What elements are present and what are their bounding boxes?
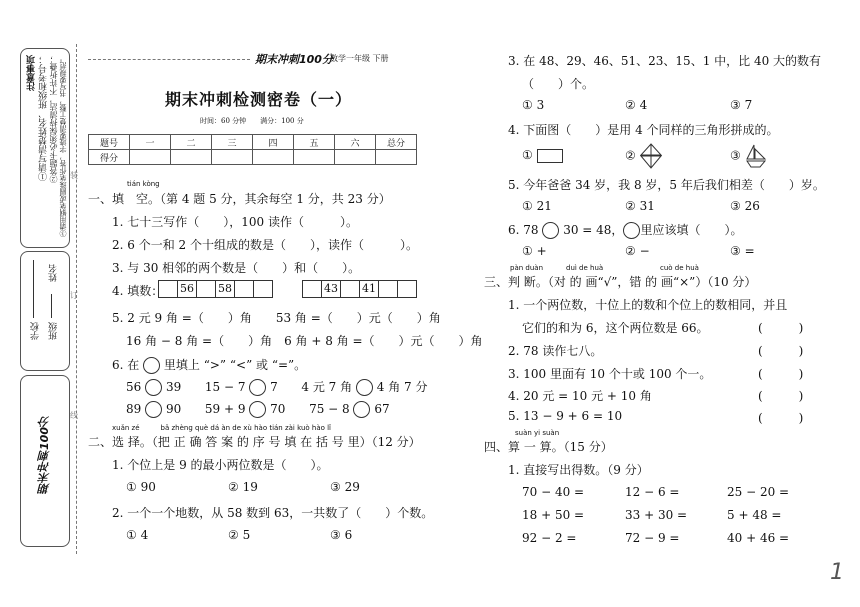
blank-circle[interactable] (542, 222, 559, 239)
compare-circle[interactable] (249, 379, 266, 396)
s2-q4-opt1[interactable]: ① (522, 148, 563, 163)
score-header: 六 (335, 135, 376, 150)
fill-box[interactable] (158, 280, 178, 298)
header-subtitle: 数学一年级 下册 (330, 54, 389, 63)
score-header: 二 (171, 135, 212, 150)
s3-answer-4[interactable]: ( ) (758, 389, 804, 403)
cut-mark-2: 订 (70, 291, 78, 300)
score-header: 总分 (376, 135, 417, 150)
calc-item[interactable]: 12 − 6 = (625, 485, 680, 499)
fill-box[interactable] (302, 280, 322, 298)
note-2: ②答题卡必须保持清洁，不许折叠； (49, 55, 58, 183)
s2-q5-opt2[interactable]: ② 31 (625, 199, 655, 213)
calc-item[interactable]: 70 − 40 = (522, 485, 585, 499)
calc-item[interactable]: 25 − 20 = (727, 485, 790, 499)
compare-circle[interactable] (145, 379, 162, 396)
s1-q1: 1. 七十三写作（ ），100 读作（ ）。 (112, 215, 358, 229)
fill-box: 58 (215, 280, 235, 298)
s3-q3: 3. 100 里面有 10 个十或 100 个一。 (508, 367, 712, 381)
cut-mark-3: 线 (70, 411, 78, 420)
s1-q3: 3. 与 30 相邻的两个数是（ ）和（ ）。 (112, 261, 361, 275)
fill-box[interactable] (196, 280, 216, 298)
score-header: 五 (294, 135, 335, 150)
calc-item[interactable]: 40 + 46 = (727, 531, 790, 545)
note-1: ①请写清楚姓名、班级和考号； (39, 55, 49, 181)
s3-answer-3[interactable]: ( ) (758, 367, 804, 381)
section1-title: 一、填 空。（第 4 题 5 分，其余每空 1 分，共 23 分） (88, 192, 391, 206)
s2-q6-opt2[interactable]: ② − (625, 244, 650, 258)
s2-q6: 6. 78 30 = 48， 里应该填（ ）。 (508, 223, 743, 237)
s2-q1: 1. 个位上是 9 的最小两位数是（ ）。 (112, 458, 329, 472)
score-header: 三 (212, 135, 253, 150)
note-3: ③请用钢笔或圆珠笔作答，字迹要清楚工整，书写要规范。 (59, 55, 67, 237)
s1-q4-label: 4. 填数： (112, 284, 164, 298)
s2-q3a: 3. 在 48、29、46、51、23、15、1 中，比 40 大的数有 (508, 54, 822, 68)
s4-pinyin: suàn yi suàn (515, 429, 560, 437)
class-field-line[interactable] (51, 294, 52, 318)
fill-box[interactable] (340, 280, 360, 298)
s1-q2: 2. 6 个一和 2 个十组成的数是（ ），读作（ ）。 (112, 238, 418, 252)
header-rule (88, 59, 250, 60)
s1-q6-row1: 56 39 15 − 7 7 4 元 7 角 4 角 7 分 (126, 380, 428, 394)
s2-q4: 4. 下面图（ ）是用 4 个同样的三角形拼成的。 (508, 123, 779, 137)
calc-item[interactable]: 18 + 50 = (522, 508, 585, 522)
s1-q5a: 5. 2 元 9 角 =（ ）角 53 角 =（ ）元（ ）角 (112, 311, 441, 325)
page-title: 期末冲刺检测密卷（一） (165, 90, 353, 109)
score-cell[interactable] (171, 150, 212, 165)
notes-panel (20, 48, 70, 248)
s2-q4-opt2[interactable]: ② (625, 143, 662, 169)
sailboat-triangles-icon (745, 143, 767, 169)
class-field-label: 班级 (49, 322, 59, 340)
s3-pinyin-2: duì de huà (566, 264, 604, 272)
rectangle-shape-icon (537, 149, 563, 163)
header-brand: 期末冲刺100分 (255, 53, 333, 66)
s2-q1-opt1[interactable]: ① 90 (126, 480, 156, 494)
s3-pinyin-1: pàn duàn (510, 264, 544, 272)
blank-circle-icon (623, 222, 640, 239)
s2-q2-opt1[interactable]: ① 4 (126, 528, 149, 542)
s3-answer-1[interactable]: ( ) (758, 321, 804, 335)
score-header: 一 (130, 135, 171, 150)
s1-q6-label: 6. 在 里填上 “>” “<” 或 “=”。 (112, 358, 307, 372)
score-cell[interactable] (335, 150, 376, 165)
school-field-label: 学校 (31, 322, 41, 340)
cut-mark-1: 装 (70, 171, 78, 180)
fill-box[interactable] (253, 280, 273, 298)
s2-q2: 2. 一个一个地数，从 58 数到 63，一共数了（ ）个数。 (112, 506, 434, 520)
s2-q5-opt1[interactable]: ① 21 (522, 199, 552, 213)
s1-q5b: 16 角 − 8 角 =（ ）角 6 角 + 8 角 =（ ）元（ ）角 (126, 334, 483, 348)
s3-pinyin-3: cuò de huà (660, 264, 699, 272)
notes-title: 注意事项 (27, 55, 37, 91)
score-cell[interactable] (294, 150, 335, 165)
s3-q1a: 1. 一个两位数，十位上的数和个位上的数相同，并且 (508, 298, 788, 312)
s3-answer-5[interactable]: ( ) (758, 411, 804, 425)
s2-q6-opt1[interactable]: ① + (522, 244, 547, 258)
section4-title: 四、算 一 算。（15 分） (484, 440, 613, 454)
score-cell[interactable] (212, 150, 253, 165)
compare-circle[interactable] (145, 401, 162, 418)
page-number: 1 (830, 560, 844, 585)
s1-pinyin: tián kòng (127, 180, 160, 188)
s2-q3-opt3[interactable]: ③ 7 (730, 98, 753, 112)
s3-q4: 4. 20 元 = 10 元 + 10 角 (508, 389, 652, 403)
fill-box[interactable] (378, 280, 398, 298)
score-cell[interactable] (376, 150, 417, 165)
s2-q5: 5. 今年爸爸 34 岁，我 8 岁，5 年后我们相差（ ）岁。 (508, 178, 825, 192)
fill-box[interactable] (234, 280, 254, 298)
s2-q3b: （ ）个。 (522, 77, 595, 91)
s2-q1-opt2[interactable]: ② 19 (228, 480, 258, 494)
calc-item[interactable]: 92 − 2 = (522, 531, 577, 545)
fill-box[interactable] (397, 280, 417, 298)
score-cell[interactable] (130, 150, 171, 165)
calc-item[interactable]: 72 − 9 = (625, 531, 680, 545)
s3-q1b: 它们的和为 6，这个两位数是 66。 (522, 321, 709, 335)
compare-circle[interactable] (353, 401, 370, 418)
brand-panel (20, 375, 70, 547)
fill-box: 43 (321, 280, 341, 298)
s3-answer-2[interactable]: ( ) (758, 344, 804, 358)
s2-q6-opt3[interactable]: ③ = (730, 244, 755, 258)
compare-circle-icon (143, 357, 160, 374)
s2-q2-opt2[interactable]: ② 5 (228, 528, 251, 542)
s2-q3-opt1[interactable]: ① 3 (522, 98, 545, 112)
fill-box: 41 (359, 280, 379, 298)
student-info-panel (20, 251, 70, 371)
s1-q6-row2: 89 90 59 + 9 70 75 − 8 67 (126, 402, 390, 416)
diamond-triangles-icon (640, 143, 662, 169)
score-cell[interactable] (253, 150, 294, 165)
section3-title: 三、判 断。（对 的 画“√”，错 的 画“×”）（10 分） (484, 275, 757, 289)
time-info: 时间：60 分钟 满分：100 分 (200, 117, 304, 125)
school-field-line[interactable] (33, 260, 34, 318)
score-table (88, 134, 417, 165)
compare-circle[interactable] (249, 401, 266, 418)
score-header: 题号 (89, 135, 130, 150)
s2-q2-opt3[interactable]: ③ 6 (330, 528, 353, 542)
s3-q2: 2. 78 读作七八。 (508, 344, 603, 358)
s2-q5-opt3[interactable]: ③ 26 (730, 199, 760, 213)
s2-pinyin: xuǎn zé bǎ zhèng què dá àn de xù hào tián zài kuò hào lǐ (112, 424, 332, 432)
sidebar-brand: 期末冲刺100分 (38, 416, 51, 494)
s2-q1-opt3[interactable]: ③ 29 (330, 480, 360, 494)
s4-q1: 1. 直接写出得数。（9 分） (508, 463, 649, 477)
fill-box: 56 (177, 280, 197, 298)
calc-item[interactable]: 5 + 48 = (727, 508, 782, 522)
section2-title: 二、选 择。（把 正 确 答 案 的 序 号 填 在 括 号 里）（12 分） (88, 435, 421, 449)
name-field-label: 姓名 (49, 264, 59, 282)
s2-q4-opt3[interactable]: ③ (730, 143, 767, 169)
score-row-label: 得分 (89, 150, 130, 165)
s3-q5: 5. 13 − 9 + 6 = 10 (508, 409, 623, 423)
compare-circle[interactable] (356, 379, 373, 396)
calc-item[interactable]: 33 + 30 = (625, 508, 688, 522)
score-header: 四 (253, 135, 294, 150)
s2-q3-opt2[interactable]: ② 4 (625, 98, 648, 112)
